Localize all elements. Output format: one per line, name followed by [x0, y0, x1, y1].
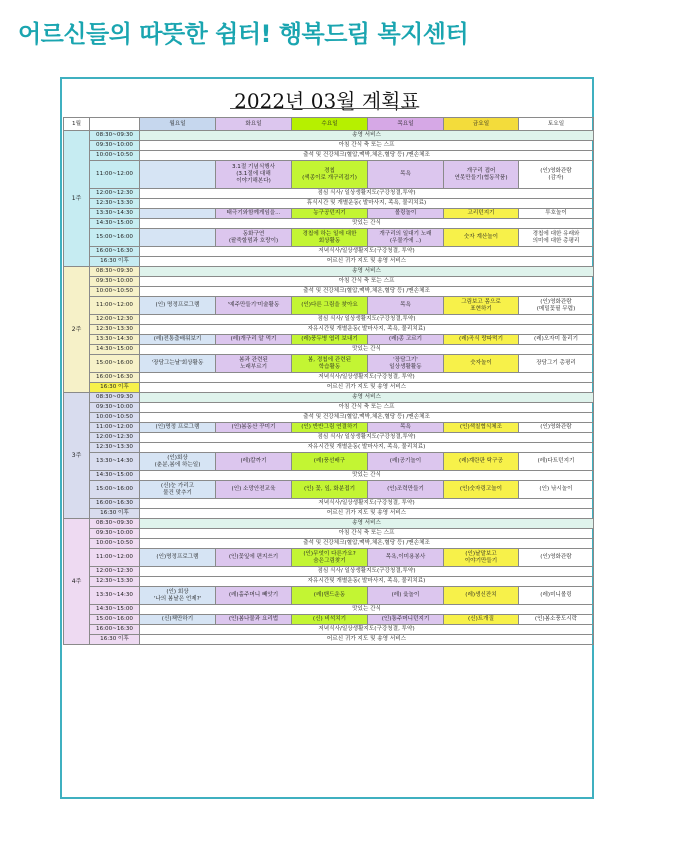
header-row: [64, 118, 594, 131]
table-row: [64, 219, 594, 229]
table-row: [64, 151, 594, 161]
activity-cell: [140, 209, 216, 219]
table-row: [64, 345, 594, 355]
common-activity: 점심 식사/ 일상생활지도(구강청결,투약): [140, 189, 594, 199]
activity-cell: (인)영화관람: [519, 549, 594, 567]
table-row: [64, 355, 594, 373]
time-slot: 09:30~10:00: [90, 141, 140, 151]
activity-cell: (레)생신잔치: [444, 587, 519, 605]
table-row: [64, 315, 594, 325]
table-row: [64, 423, 594, 433]
common-activity: 출석 및 건강체크(혈압,맥박,체온,혈당 등) /맨손체조: [140, 151, 594, 161]
activity-cell: (레)풍선배구: [292, 453, 368, 471]
activity-cell: (신) 비석치기: [292, 615, 368, 625]
table-row: [64, 267, 594, 277]
table-row: [64, 161, 594, 189]
activity-cell: (인)숫자링고놀이: [444, 481, 519, 499]
time-slot: 09:30~10:00: [90, 403, 140, 413]
time-slot: 13:30~14:30: [90, 335, 140, 345]
activity-cell: (레)다트던지기: [519, 453, 594, 471]
time-slot: 11:00~12:00: [90, 423, 140, 433]
time-slot: 15:00~16:00: [90, 615, 140, 625]
time-slot: 11:00~12:00: [90, 297, 140, 315]
common-activity: 아침 간식 축 또는 스프: [140, 529, 594, 539]
week-label: 1주: [64, 131, 90, 267]
activity-cell: (인)무엇이 다른가요? 숨은그림찾기: [292, 549, 368, 567]
common-activity: 아침 간식 축 또는 스프: [140, 403, 594, 413]
time-slot: 12:30~13:30: [90, 199, 140, 209]
time-slot: 08:30~09:30: [90, 393, 140, 403]
time-slot: 12:00~12:30: [90, 189, 140, 199]
table-row: [64, 257, 594, 267]
time-slot: 14:30~15:00: [90, 345, 140, 355]
table-row: [64, 433, 594, 443]
table-row: [64, 287, 594, 297]
common-activity: 저녁식사/일상생활지도(구강청결, 투약): [140, 499, 594, 509]
time-slot: 14:30~15:00: [90, 471, 140, 481]
activity-cell: (레)홀주머니 빼앗기: [216, 587, 292, 605]
time-slot: 15:00~16:00: [90, 229, 140, 247]
table-row: [64, 373, 594, 383]
common-activity: 저녁식사/일상생활지도(구강청결, 투약): [140, 625, 594, 635]
activity-cell: (인)영화관람: [519, 423, 594, 433]
schedule-frame: [60, 77, 594, 799]
table-row: [64, 141, 594, 151]
common-activity: 어르신 귀가 지도 및 송영 서비스: [140, 635, 594, 645]
common-activity: 어르신 귀가 지도 및 송영 서비스: [140, 383, 594, 393]
table-row: [64, 529, 594, 539]
time-slot: 10:00~10:50: [90, 413, 140, 423]
time-slot: 10:00~10:50: [90, 287, 140, 297]
common-activity: 송영 서비스: [140, 131, 594, 141]
activity-cell: 봄, 경칩에 관련된 학습활동: [292, 355, 368, 373]
week-label: 4주: [64, 519, 90, 645]
time-slot: 08:30~09:30: [90, 519, 140, 529]
table-row: [64, 199, 594, 209]
activity-cell: (레)오자미 돌리기: [519, 335, 594, 345]
common-activity: 맛있는 간식: [140, 471, 594, 481]
time-slot: 12:00~12:30: [90, 433, 140, 443]
common-activity: 자유시간및 개별운동( 발마사지, 족욕, 물리치료): [140, 577, 594, 587]
activity-cell: (인)색칠협식체조: [444, 423, 519, 433]
activity-cell: (인)봄동산 꾸미기: [216, 423, 292, 433]
common-activity: 출석 및 건강체크(혈압,맥박,체온,혈당 등) /맨손체조: [140, 539, 594, 549]
time-slot: 10:00~10:50: [90, 151, 140, 161]
activity-cell: (인)통주머니던지기: [368, 615, 444, 625]
common-activity: 맛있는 간식: [140, 219, 594, 229]
time-slot: 09:30~10:00: [90, 529, 140, 539]
common-activity: 송영 서비스: [140, 393, 594, 403]
activity-cell: (레)종 고르기: [368, 335, 444, 345]
table-row: [64, 635, 594, 645]
time-slot: 16:30 이후: [90, 383, 140, 393]
activity-cell: (레)계란판 탁구공: [444, 453, 519, 471]
time-slot: 08:30~09:30: [90, 131, 140, 141]
header-month: 1월: [64, 118, 90, 131]
table-row: [64, 605, 594, 615]
activity-cell: (인)회상 (춘분,봄에 하는일): [140, 453, 216, 471]
common-activity: 송영 서비스: [140, 519, 594, 529]
time-slot: 16:00~16:30: [90, 625, 140, 635]
table-row: [64, 539, 594, 549]
table-row: [64, 247, 594, 257]
table-row: [64, 325, 594, 335]
activity-cell: (인)봄소풍도시락: [519, 615, 594, 625]
table-row: [64, 481, 594, 499]
time-slot: 14:30~15:00: [90, 219, 140, 229]
common-activity: 어르신 귀가 지도 및 송영 서비스: [140, 509, 594, 519]
common-activity: 아침 간식 축 또는 스프: [140, 141, 594, 151]
activity-cell: 봄과 관련된 노래부르기: [216, 355, 292, 373]
common-activity: 맛있는 간식: [140, 605, 594, 615]
activity-cell: (인) 꽃, 잎, 화분접기: [292, 481, 368, 499]
schedule-table: [63, 117, 594, 645]
time-slot: 16:30 이후: [90, 635, 140, 645]
activity-cell: 목욕: [368, 297, 444, 315]
activity-cell: (인)명정 프로그램: [140, 423, 216, 433]
activity-cell: '예주만들기'미술활동: [216, 297, 292, 315]
time-slot: 09:30~10:00: [90, 277, 140, 287]
time-slot: 12:30~13:30: [90, 443, 140, 453]
common-activity: 출석 및 건강체크(혈압,맥박,체온,혈당 등) /맨손체조: [140, 287, 594, 297]
activity-cell: (인)명정프로그램: [140, 549, 216, 567]
activity-cell: 동화구연 (팥죽할멈과 호랑이): [216, 229, 292, 247]
activity-cell: 목욕: [368, 161, 444, 189]
time-slot: 14:30~15:00: [90, 605, 140, 615]
week-label: 3주: [64, 393, 90, 519]
time-slot: 13:30~14:30: [90, 209, 140, 219]
header-saturday: 토요일: [519, 118, 594, 131]
table-row: [64, 443, 594, 453]
time-slot: 15:00~16:00: [90, 355, 140, 373]
activity-cell: (인)영화관람 (메밀꽃필 무렵): [519, 297, 594, 315]
activity-cell: 장담그기 총평리: [519, 355, 594, 373]
activity-cell: (인)다른 그림을 찾아요: [292, 297, 368, 315]
table-row: [64, 453, 594, 471]
common-activity: 맛있는 간식: [140, 345, 594, 355]
activity-cell: '장담그기' 일상생활활동: [368, 355, 444, 373]
activity-cell: 그림보고 몸으로 표현하기: [444, 297, 519, 315]
table-row: [64, 229, 594, 247]
activity-cell: 목욕: [368, 423, 444, 433]
activity-cell: (인)조력만들기: [368, 481, 444, 499]
table-row: [64, 189, 594, 199]
table-row: [64, 335, 594, 345]
activity-cell: 투호놀이: [519, 209, 594, 219]
activity-cell: (신)눈 가리고 물건 맞추기: [140, 481, 216, 499]
activity-cell: [140, 229, 216, 247]
week-label: 2주: [64, 267, 90, 393]
header-time: [90, 118, 140, 131]
common-activity: 자유시간및 개별운동( 발마사지, 족욕, 물리치료): [140, 325, 594, 335]
activity-cell: 3.1절 기념식행사 (3.1절에 대해 이야기해본다): [216, 161, 292, 189]
table-row: [64, 403, 594, 413]
time-slot: 12:00~12:30: [90, 315, 140, 325]
activity-cell: 개구리 접어 연못만들기(협동작품): [444, 161, 519, 189]
activity-cell: 경칩 (색종이로 개구리접기): [292, 161, 368, 189]
table-row: [64, 393, 594, 403]
time-slot: 11:00~12:00: [90, 549, 140, 567]
time-slot: 13:30~14:30: [90, 453, 140, 471]
title-underline: [230, 108, 416, 109]
common-activity: 점심 식사/ 일상생활지도(구강청결,투약): [140, 315, 594, 325]
activity-cell: 숫자 계산놀이: [444, 229, 519, 247]
activity-cell: (레)곡식 랑따먹기: [444, 335, 519, 345]
activity-cell: (레)전통춤배워보기: [140, 335, 216, 345]
activity-cell: (레)공기놀이: [368, 453, 444, 471]
activity-cell: (레)풍두병 엽리 보내기: [292, 335, 368, 345]
activity-cell: 볼링놀이: [368, 209, 444, 219]
activity-cell: (인) 명정프로그램: [140, 297, 216, 315]
page-title: 어르신들의 따뜻한 쉼터! 행복드림 복지센터: [18, 20, 469, 48]
activity-cell: 고리던지기: [444, 209, 519, 219]
time-slot: 13:30~14:30: [90, 587, 140, 605]
table-row: [64, 413, 594, 423]
time-slot: 15:00~16:00: [90, 481, 140, 499]
activity-cell: (레) 윷놀이: [368, 587, 444, 605]
activity-cell: 태극기와함께게임을...: [216, 209, 292, 219]
table-row: [64, 209, 594, 219]
time-slot: 08:30~09:30: [90, 267, 140, 277]
activity-cell: 개구리의 일대기 노래 (우물가에 ..): [368, 229, 444, 247]
table-row: [64, 615, 594, 625]
activity-cell: (인) 회상 '나의 봄날은 언제?': [140, 587, 216, 605]
table-row: [64, 519, 594, 529]
time-slot: 11:00~12:00: [90, 161, 140, 189]
table-row: [64, 577, 594, 587]
activity-cell: (신)트개질: [444, 615, 519, 625]
activity-cell: (인) 소망안전교육: [216, 481, 292, 499]
table-row: [64, 277, 594, 287]
header-friday: 금요일: [444, 118, 519, 131]
schedule-body: [64, 131, 594, 645]
time-slot: 16:30 이후: [90, 509, 140, 519]
table-row: [64, 383, 594, 393]
common-activity: 송영 서비스: [140, 267, 594, 277]
common-activity: 점심 식사/ 일상생활지도(구강청결,투약): [140, 433, 594, 443]
time-slot: 12:30~13:30: [90, 325, 140, 335]
time-slot: 12:30~13:30: [90, 577, 140, 587]
common-activity: 저녁식사/일상생활지도(구강청결, 투약): [140, 247, 594, 257]
common-activity: 아침 간식 축 또는 스프: [140, 277, 594, 287]
activity-cell: [140, 161, 216, 189]
common-activity: 저녁식사/일상생활지도(구강청결, 투약): [140, 373, 594, 383]
table-row: [64, 297, 594, 315]
activity-cell: (인) 낚시놀이: [519, 481, 594, 499]
time-slot: 12:00~12:30: [90, 567, 140, 577]
activity-cell: (인)영화관람 (감자): [519, 161, 594, 189]
activity-cell: (신)책만하기: [140, 615, 216, 625]
activity-cell: (레)미니볼링: [519, 587, 594, 605]
table-row: [64, 567, 594, 577]
time-slot: 16:00~16:30: [90, 373, 140, 383]
table-row: [64, 499, 594, 509]
time-slot: 10:00~10:50: [90, 539, 140, 549]
table-row: [64, 625, 594, 635]
header-tuesday: 화요일: [216, 118, 292, 131]
time-slot: 16:00~16:30: [90, 499, 140, 509]
activity-cell: (인)봄나물과 요리법: [216, 615, 292, 625]
common-activity: 휴식시간 및 개별운동( 발마사지, 족욕, 물리치료): [140, 199, 594, 209]
activity-cell: (레)칼까기: [216, 453, 292, 471]
header-monday: 월요일: [140, 118, 216, 131]
table-row: [64, 131, 594, 141]
activity-cell: 농구공던지기: [292, 209, 368, 219]
table-row: [64, 509, 594, 519]
activity-cell: (인) 반반그림 연결하기: [292, 423, 368, 433]
header-wednesday: 수요일: [292, 118, 368, 131]
table-row: [64, 471, 594, 481]
time-slot: 16:00~16:30: [90, 247, 140, 257]
common-activity: 점심 식사/ 일상생활지도(구강청결,투약): [140, 567, 594, 577]
activity-cell: 목욕,이미용봉사: [368, 549, 444, 567]
common-activity: 자유시간및 개별운동( 발마사지, 족욕, 물리치료): [140, 443, 594, 453]
table-row: [64, 587, 594, 605]
common-activity: 출석 및 건강체크(혈압,맥박,체온,혈당 등) /맨손체조: [140, 413, 594, 423]
activity-cell: '장담그는날'회상활동: [140, 355, 216, 373]
activity-cell: (레)개구리 알 먹기: [216, 335, 292, 345]
activity-cell: 숫자놀이: [444, 355, 519, 373]
table-row: [64, 549, 594, 567]
header-thursday: 목요일: [368, 118, 444, 131]
activity-cell: (인)낱말보고 이야기만들기: [444, 549, 519, 567]
document-title: 2022년 03월 계획표: [234, 89, 420, 113]
activity-cell: 경칩에 하는 일에 대한 회상활동: [292, 229, 368, 247]
time-slot: 16:30 이후: [90, 257, 140, 267]
common-activity: 어르신 귀가 지도 및 송영 서비스: [140, 257, 594, 267]
activity-cell: (인)꽃잎에 편지쓰기: [216, 549, 292, 567]
activity-cell: (레)밴드운동: [292, 587, 368, 605]
activity-cell: 경칩에 대한 유래와 의미에 대한 총평리: [519, 229, 594, 247]
